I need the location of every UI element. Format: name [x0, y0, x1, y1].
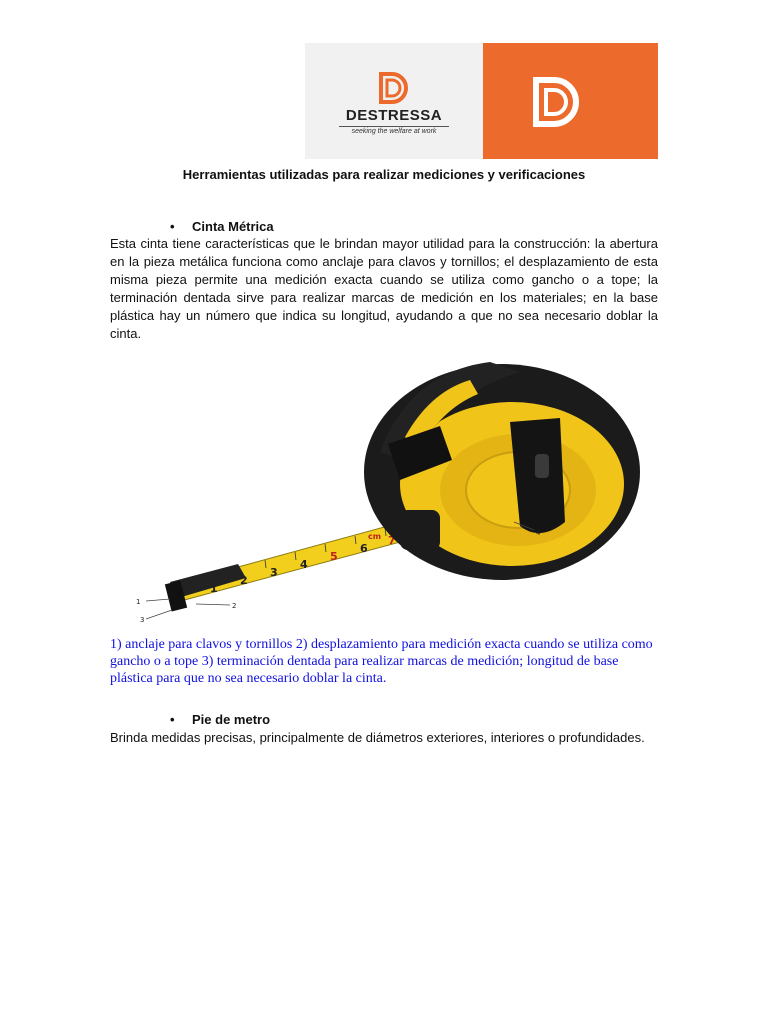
header-banner — [305, 43, 658, 159]
tape-number: 7 — [388, 534, 396, 547]
destressa-logo-large-icon — [528, 74, 584, 130]
brand-tagline: seeking the welfare at work — [351, 128, 437, 135]
tape-number: 4 — [300, 558, 308, 571]
section-heading-cinta-metrica — [170, 219, 274, 234]
figure-callout-label: 1 — [136, 598, 141, 606]
tape-number: 5 — [330, 550, 338, 563]
destressa-logo-icon — [375, 70, 411, 106]
figure-callout-label: 3 — [140, 616, 145, 624]
banner-brand-panel — [305, 43, 483, 159]
section-body-pie-de-metro: Brinda medidas precisas, principalmente de diámetros exteriores, interiores o profundidades. — [110, 730, 645, 745]
tape-number: 2 — [240, 574, 248, 587]
section-body-cinta-metrica: Esta cinta tiene características que le brindan mayor utilidad para la construcción: la abertura en la pieza metálica funciona como anclaje para clavos y tornillos; el desplazamiento de esta misma pieza permite una medición exacta cuando se utiliza como gancho o a tope; la terminación dentada sirve para realizar marcas de medición en los materiales; en la base plástica hay un número que indica su longitud, ayudando a que no sea necesario doblar la cinta. — [110, 236, 658, 341]
tape-number: 3 — [270, 566, 278, 579]
figure-callout-label: 2 — [232, 602, 237, 610]
bullet-icon: • — [170, 712, 175, 727]
brand-divider — [339, 126, 449, 127]
tape-measure-photo — [110, 342, 647, 634]
section-heading-pie-de-metro — [170, 712, 270, 727]
figure-callout-label: 4 — [536, 529, 541, 537]
figure-caption: 1) anclaje para clavos y tornillos 2) desplazamiento para medición exacta cuando se utiliza como gancho o a tope 3) terminación dentada para realizar marcas de medición; longitud de base plástica para que no sea necesario doblar la cinta. — [110, 637, 653, 686]
tape-number: 1 — [210, 582, 218, 595]
document-title: Herramientas utilizadas para realizar mediciones y verificaciones — [182, 167, 586, 182]
bullet-icon: • — [170, 219, 175, 234]
section-heading-label: Pie de metro — [192, 712, 271, 727]
tape-number: 6 — [360, 542, 368, 555]
section-heading-label: Cinta Métrica — [192, 219, 274, 234]
tape-unit-label: cm — [368, 532, 382, 541]
brand-name: DESTRESSA — [345, 107, 443, 124]
banner-logo-panel — [483, 43, 658, 159]
